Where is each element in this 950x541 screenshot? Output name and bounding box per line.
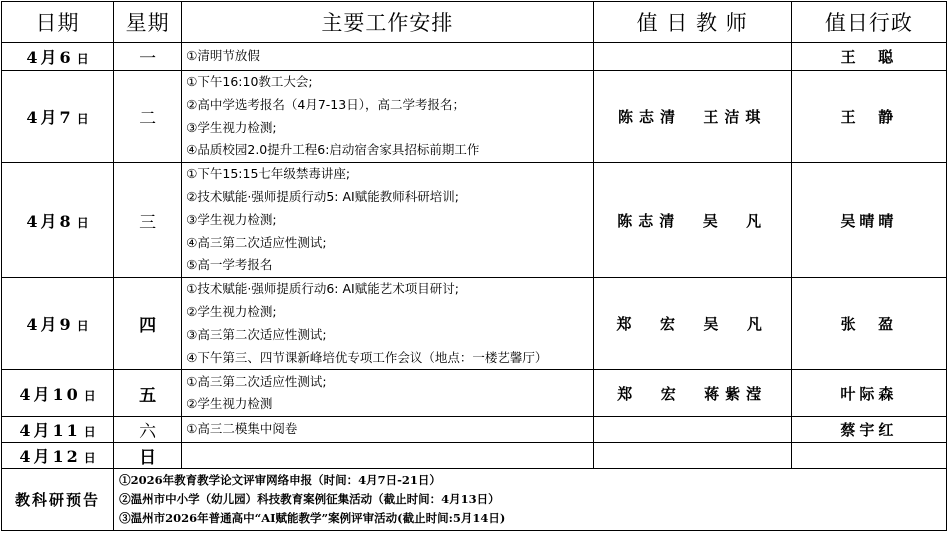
row-teachers: 郑 宏 吴 凡 [593, 278, 791, 370]
work-item: ②技术赋能·强师提质行动5: AI赋能教师科研培训; [186, 188, 459, 204]
row-weekday: 五 [114, 370, 182, 417]
row-weekday: 四 [114, 278, 182, 370]
row-admin: 张 盈 [791, 278, 946, 370]
row-admin: 王 聪 [791, 43, 946, 71]
row-weekday: 日 [114, 443, 182, 469]
work-item: ①技术赋能·强师提质行动6: AI赋能艺术项目研讨; [186, 281, 459, 297]
row-date: 4月8 日 [2, 163, 114, 278]
work-item: ②学生视力检测; [186, 303, 277, 319]
row-date: 4月7 日 [2, 71, 114, 163]
row-work [182, 43, 593, 71]
work-item: ②学生视力检测 [186, 396, 273, 412]
row-work [182, 278, 593, 370]
work-item: ④下午第三、四节课新峰培优专项工作会议（地点：一楼艺馨厅） [186, 349, 548, 365]
work-item: ③高三第二次适应性测试; [186, 326, 327, 342]
row-teachers: 陈志清 王洁琪 [593, 71, 791, 163]
work-item: ①清明节放假 [186, 48, 260, 64]
row-admin [791, 443, 946, 469]
table-row [2, 278, 947, 370]
row-weekday: 二 [114, 71, 182, 163]
notice-label: 教科研预告 [2, 469, 114, 531]
notice-row [2, 469, 947, 531]
header-admin: 值日行政 [791, 2, 946, 43]
notice-content [114, 469, 947, 531]
row-date: 4月9 日 [2, 278, 114, 370]
work-item: ④品质校园2.0提升工程6:启动宿舍家具招标前期工作 [186, 142, 480, 158]
row-teachers: 陈志清 吴 凡 [593, 163, 791, 278]
work-item: ③学生视力检测; [186, 119, 277, 135]
row-admin: 蔡宇红 [791, 417, 946, 443]
row-weekday: 三 [114, 163, 182, 278]
row-teachers [593, 417, 791, 443]
table-row [2, 71, 947, 163]
header-work: 主要工作安排 [182, 2, 593, 43]
header-row [2, 2, 947, 43]
work-item: ③学生视力检测; [186, 211, 277, 227]
header-weekday: 星期 [114, 2, 182, 43]
row-work [182, 443, 593, 469]
row-teachers [593, 43, 791, 71]
header-teacher: 值 日 教 师 [593, 2, 791, 43]
notice-item: ①2026年教育教学论文评审网络申报（时间：4月7日-21日） [119, 473, 441, 488]
notice-item: ③温州市2026年普通高中“AI赋能教学”案例评审活动(截止时间:5月14日) [119, 511, 506, 526]
notice-item: ②温州市中小学（幼儿园）科技教育案例征集活动（截止时间：4月13日） [119, 492, 500, 507]
table-row [2, 370, 947, 417]
row-work [182, 417, 593, 443]
work-item: ①高三二模集中阅卷 [186, 421, 298, 437]
work-item: ②高中学选考报名（4月7-13日），高二学考报名； [186, 96, 465, 112]
row-admin: 吴晴晴 [791, 163, 946, 278]
row-teachers [593, 443, 791, 469]
row-date: 4月10 日 [2, 370, 114, 417]
row-weekday: 一 [114, 43, 182, 71]
row-work [182, 370, 593, 417]
row-weekday: 六 [114, 417, 182, 443]
table-row [2, 417, 947, 443]
row-teachers: 郑 宏 蒋紫滢 [593, 370, 791, 417]
work-item: ①高三第二次适应性测试; [186, 373, 327, 389]
work-item: ⑤高一学考报名 [186, 257, 273, 273]
work-item: ④高三第二次适应性测试; [186, 234, 327, 250]
table-row [2, 43, 947, 71]
row-admin: 王 静 [791, 71, 946, 163]
row-date: 4月12 日 [2, 443, 114, 469]
row-work [182, 71, 593, 163]
table-row [2, 443, 947, 469]
row-date: 4月11 日 [2, 417, 114, 443]
row-date: 4月6 日 [2, 43, 114, 71]
weekly-schedule-table [1, 1, 947, 531]
table-row [2, 163, 947, 278]
work-item: ①下午15:15七年级禁毒讲座; [186, 166, 351, 182]
row-admin: 叶际森 [791, 370, 946, 417]
work-item: ①下午16:10教工大会; [186, 74, 313, 89]
row-work [182, 163, 593, 278]
header-date: 日期 [2, 2, 114, 43]
